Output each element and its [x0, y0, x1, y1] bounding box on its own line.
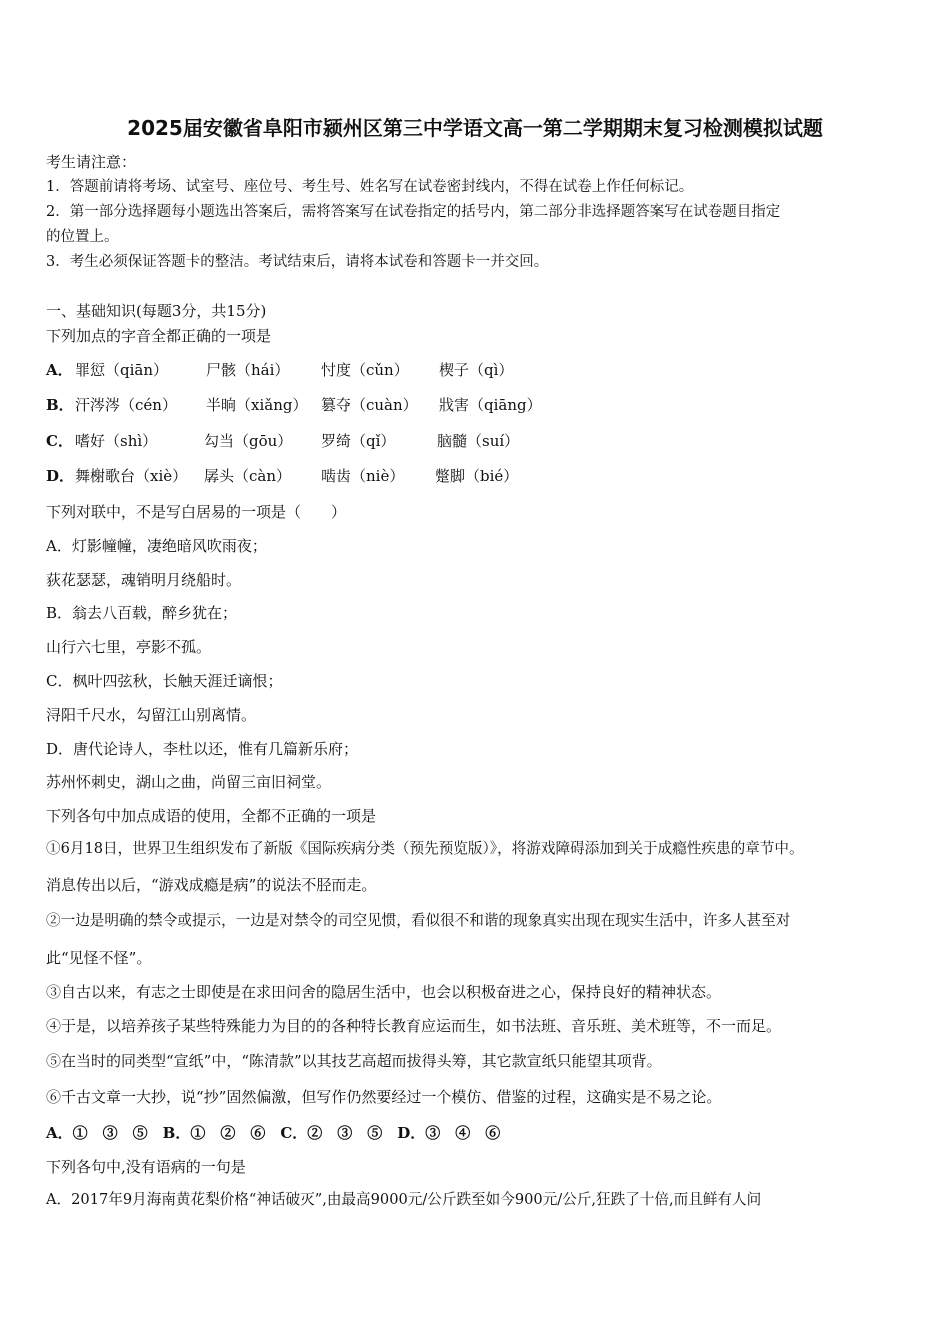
q1-option-d-item-4: 蹩脚（bié） — [435, 467, 519, 485]
page-title: 2025届安徽省阜阳市颍州区第三中学语文高一第二学期期末复习检测模拟试题 — [127, 116, 823, 140]
q1-option-c-item-2: 勾当（gōu） — [204, 432, 293, 450]
q1-option-d-label: D． — [46, 467, 75, 485]
notice-heading: 考生请注意： — [46, 153, 137, 171]
q2-line: C．枫叶四弦秋，长触天涯迁谪恨； — [46, 672, 283, 690]
q1-option-d-item-3: 啮齿（niè） — [321, 467, 405, 485]
q3-line: 此“见怪不怪”。 — [46, 949, 152, 967]
question-2-stem: 下列对联中，不是写白居易的一项是（ ） — [46, 503, 347, 521]
q3-line: 消息传出以后，“游戏成瘾是病”的说法不胫而走。 — [46, 876, 377, 894]
question-3-stem: 下列各句中加点成语的使用，全都不正确的一项是 — [46, 807, 377, 825]
q1-option-a-item-1: 罪愆（qiān） — [75, 361, 169, 379]
section-heading: 一、基础知识(每题3分，共15分) — [46, 302, 267, 320]
q2-line: 浔阳千尺水，勾留江山别离情。 — [46, 706, 257, 724]
q1-option-b-label: B． — [46, 396, 74, 414]
q1-option-d-item-1: 舞榭歌台（xiè） — [75, 467, 188, 485]
notice-item-2-cont: 的位置上。 — [46, 229, 119, 245]
q1-option-b-item-3: 篡夺（cuàn） — [321, 396, 418, 414]
q1-option-c-item-1: 嗜好（shì） — [75, 432, 158, 450]
q3-line: ①6月18日，世界卫生组织发布了新版《国际疾病分类（预先预览版）》，将游戏障碍添加到关于成瘾性疾患的章节中。 — [46, 840, 804, 857]
q4-option-a: A．2017年9月海南黄花梨价格“神话破灭”,由最高9000元/公斤跌至如今900元/公斤,狂跌了十倍,而且鲜有人问 — [46, 1191, 762, 1208]
q1-option-b-item-4: 戕害（qiāng） — [439, 396, 542, 414]
q3-line: ②一边是明确的禁令或提示，一边是对禁令的司空见惯，看似很不和谐的现象真实出现在现实生活中，许多人甚至对 — [46, 912, 791, 929]
q1-option-c-label: C． — [46, 432, 73, 450]
q3-line: ③自古以来，有志之士即使是在求田问舍的隐居生活中，也会以积极奋进之心，保持良好的精神状态。 — [46, 983, 722, 1001]
q2-line: A．灯影幢幢，凄绝暗风吹雨夜； — [46, 537, 267, 555]
q2-line: 山行六七里，亭影不孤。 — [46, 638, 212, 656]
question-4-stem: 下列各句中,没有语病的一句是 — [46, 1158, 246, 1176]
q1-option-c-item-4: 脑髓（suí） — [437, 432, 520, 450]
q3-line: ④于是，以培养孩子某些特殊能力为目的的各种特长教育应运而生，如书法班、音乐班、美术班等，不一而足。 — [46, 1017, 782, 1035]
q1-option-a-label: A． — [46, 361, 73, 379]
q2-line: D．唐代论诗人，李杜以还，惟有几篇新乐府； — [46, 740, 359, 758]
question-1-stem: 下列加点的字音全都正确的一项是 — [46, 327, 272, 345]
q1-option-b-item-1: 汗涔涔（cén） — [75, 396, 177, 414]
q3-line: ⑤在当时的同类型“宣纸”中，“陈清款”以其技艺高超而拔得头筹，其它款宣纸只能望其项背。 — [46, 1052, 662, 1070]
notice-item-1: 1．答题前请将考场、试室号、座位号、考生号、姓名写在试卷密封线内，不得在试卷上作任何标记。 — [46, 179, 694, 195]
q1-option-a-item-4: 楔子（qì） — [439, 361, 514, 379]
q1-option-d-item-2: 孱头（càn） — [204, 467, 292, 485]
q1-option-a-item-2: 尸骸（hái） — [206, 361, 290, 379]
q2-line: 荻花瑟瑟，魂销明月绕船时。 — [46, 571, 242, 589]
q3-line: ⑥千古文章一大抄，说“抄”固然偏激，但写作仍然要经过一个模仿、借鉴的过程，这确实是不易之论。 — [46, 1088, 722, 1106]
q2-line: B．翁去八百载，醉乡犹在； — [46, 604, 238, 622]
q3-choices: A．① ③ ⑤ B．① ② ⑥ C．② ③ ⑤ D．③ ④ ⑥ — [46, 1124, 501, 1142]
q1-option-c-item-3: 罗绮（qǐ） — [321, 432, 396, 450]
notice-item-3: 3．考生必须保证答题卡的整洁。考试结束后，请将本试卷和答题卡一并交回。 — [46, 254, 549, 270]
notice-item-2: 2．第一部分选择题每小题选出答案后，需将答案写在试卷指定的括号内，第二部分非选择题答案写在试卷题目指定 — [46, 204, 781, 220]
q1-option-a-item-3: 忖度（cǔn） — [321, 361, 409, 379]
q2-line: 苏州怀刺史，湖山之曲，尚留三亩旧祠堂。 — [46, 773, 332, 791]
q1-option-b-item-2: 半晌（xiǎng） — [206, 396, 308, 414]
